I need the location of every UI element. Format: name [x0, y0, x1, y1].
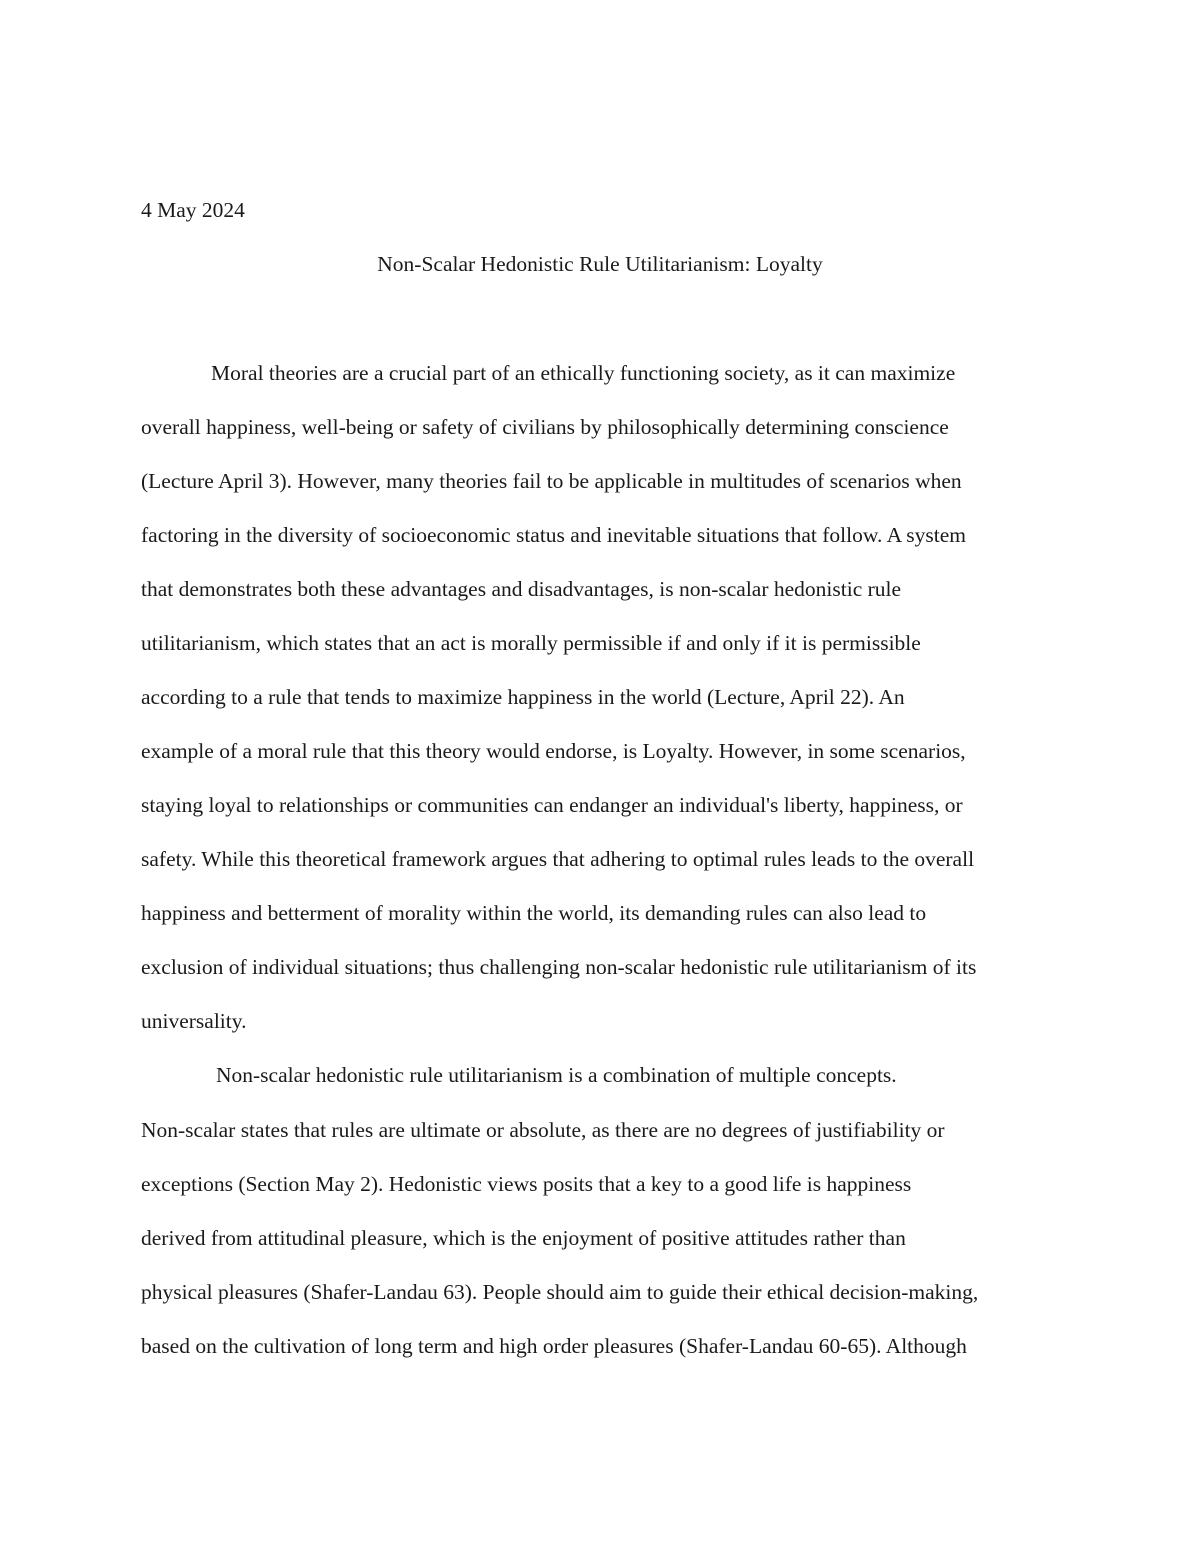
- paragraph-line: factoring in the diversity of socioeconomic status and inevitable situations that follow. A system: [141, 523, 967, 547]
- paragraph-line: overall happiness, well-being or safety of civilians by philosophically determining conscience: [141, 415, 949, 439]
- paragraph-line: utilitarianism, which states that an act is morally permissible if and only if it is permissible: [141, 631, 921, 655]
- paragraph-line: Non-scalar hedonistic rule utilitarianism is a combination of multiple concepts.: [216, 1063, 897, 1087]
- paragraph-line: exclusion of individual situations; thus challenging non-scalar hedonistic rule utilitarianism of its: [141, 955, 977, 979]
- paragraph-line: based on the cultivation of long term and high order pleasures (Shafer-Landau 60-65). Although: [141, 1334, 967, 1358]
- document-title: Non-Scalar Hedonistic Rule Utilitarianism: Loyalty: [377, 252, 823, 276]
- paragraph-line: universality.: [141, 1009, 247, 1033]
- paragraph-line: exceptions (Section May 2). Hedonistic views posits that a key to a good life is happiness: [141, 1172, 912, 1196]
- paragraph-line: physical pleasures (Shafer-Landau 63). People should aim to guide their ethical decision-making,: [141, 1280, 979, 1304]
- paragraph-line: safety. While this theoretical framework argues that adhering to optimal rules leads to the overall: [141, 847, 975, 871]
- paragraph-line: that demonstrates both these advantages and disadvantages, is non-scalar hedonistic rule: [141, 577, 902, 601]
- paragraph-line: example of a moral rule that this theory would endorse, is Loyalty. However, in some scenarios,: [141, 739, 966, 763]
- paragraph-line: happiness and betterment of morality within the world, its demanding rules can also lead to: [141, 901, 927, 925]
- paragraph-line: derived from attitudinal pleasure, which is the enjoyment of positive attitudes rather than: [141, 1226, 906, 1250]
- document-date: 4 May 2024: [141, 198, 245, 222]
- paragraph-line: Moral theories are a crucial part of an ethically functioning society, as it can maximize: [211, 361, 956, 385]
- paragraph-line: staying loyal to relationships or communities can endanger an individual's liberty, happiness, or: [141, 793, 963, 817]
- paragraph-line: according to a rule that tends to maximize happiness in the world (Lecture, April 22). An: [141, 685, 905, 709]
- paragraph-line: Non-scalar states that rules are ultimate or absolute, as there are no degrees of justifiability or: [141, 1118, 945, 1142]
- paragraph-line: (Lecture April 3). However, many theories fail to be applicable in multitudes of scenarios when: [141, 469, 962, 493]
